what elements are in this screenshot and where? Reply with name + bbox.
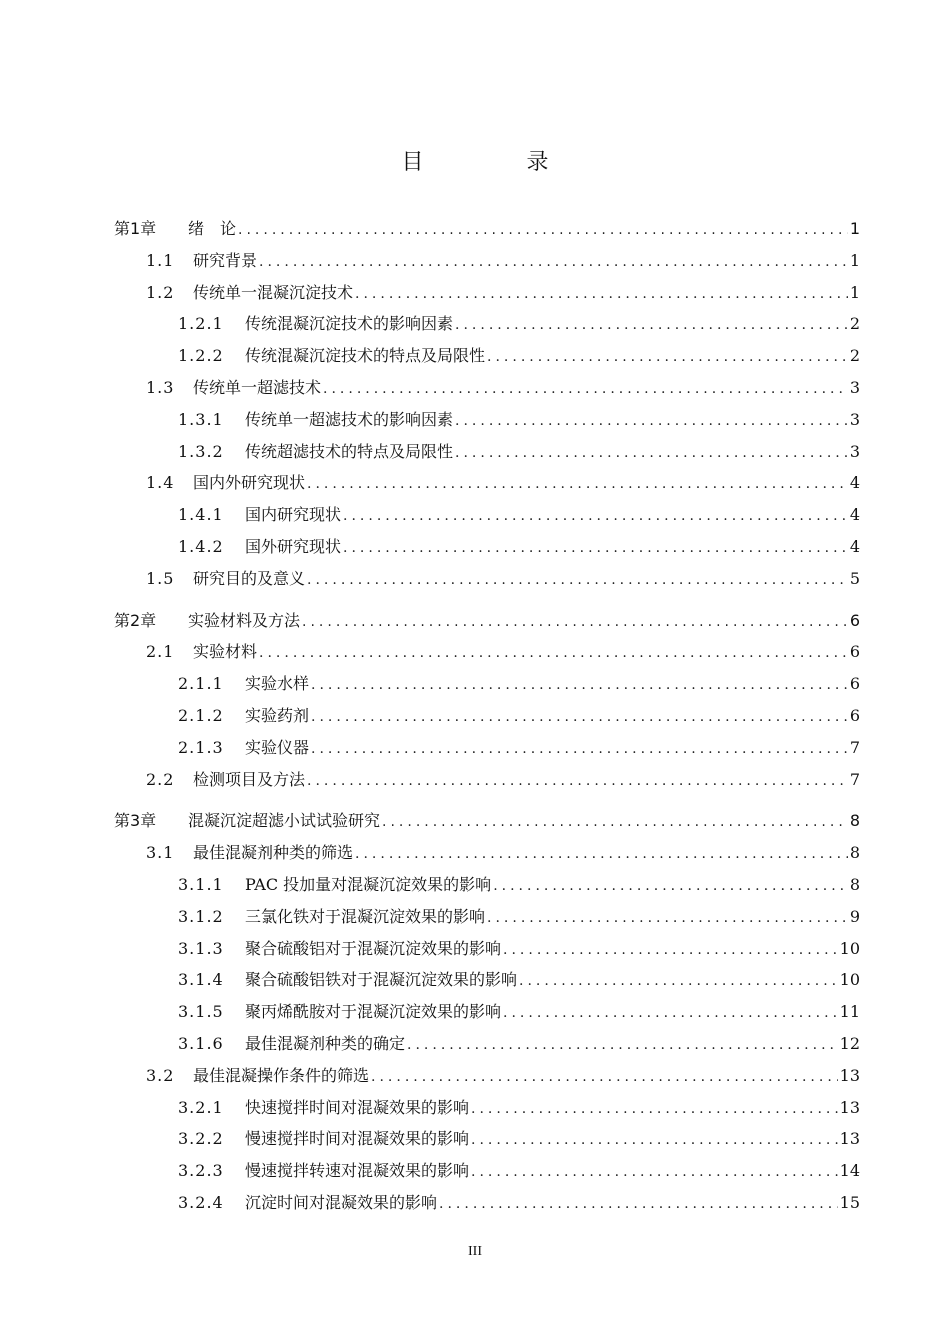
toc-entry[interactable] <box>178 905 860 929</box>
toc-entry[interactable] <box>146 1064 860 1088</box>
toc-entry-page: 3 <box>849 441 860 461</box>
toc-leader-dots <box>343 536 848 560</box>
toc-entry-number: 1.2 <box>146 282 175 302</box>
page-title: 目 录 <box>401 150 597 175</box>
toc-leader-dots <box>455 441 848 465</box>
toc-leader-dots <box>503 1001 838 1025</box>
toc-leader-dots <box>311 705 848 729</box>
toc-entry-title: 绪 论 <box>188 219 237 238</box>
toc-entry-page: 10 <box>839 938 860 958</box>
toc-entry-title: 实验水样 <box>245 674 310 694</box>
toc-leader-dots <box>307 472 848 496</box>
toc-entry-page: 1 <box>849 250 860 270</box>
toc-entry-title: 聚合硫酸铝铁对于混凝沉淀效果的影响 <box>245 970 518 990</box>
toc-entry[interactable] <box>114 809 860 833</box>
toc-leader-dots <box>307 568 848 592</box>
toc-entry-title: 最佳混凝剂种类的确定 <box>245 1034 406 1053</box>
toc-entry-title: 最佳混凝操作条件的筛选 <box>193 1065 370 1085</box>
toc-entry-number: 1.5 <box>146 568 175 588</box>
toc-entry-title: 沉淀时间对混凝效果的影响 <box>245 1193 438 1212</box>
toc-entry-number: 3.2.2 <box>178 1129 224 1149</box>
toc-entry-page: 6 <box>849 706 860 725</box>
toc-entry-page: 14 <box>839 1161 860 1181</box>
toc-entry-title: 传统混凝沉淀技术的特点及局限性 <box>245 346 486 366</box>
toc-entry-title: 实验材料及方法 <box>188 610 301 630</box>
toc-entry-number: 3.1.5 <box>178 1002 224 1022</box>
toc-entry-page: 7 <box>849 737 860 757</box>
toc-entry-page: 12 <box>839 1034 860 1053</box>
toc-entry[interactable] <box>178 408 860 432</box>
toc-entry-page: 6 <box>849 674 860 694</box>
toc-entry-number: 2.1.2 <box>178 706 224 725</box>
toc-entry[interactable] <box>146 471 860 495</box>
page-number: III <box>468 1244 482 1259</box>
toc-leader-dots <box>455 313 848 337</box>
toc-entry-title: 国内外研究现状 <box>193 473 306 493</box>
toc-entry-title: 检测项目及方法 <box>193 769 306 789</box>
toc-entry[interactable] <box>178 704 860 728</box>
toc-entry-title: 慢速搅拌转速对混凝效果的影响 <box>245 1161 470 1181</box>
toc-entry-number: 2.1 <box>146 642 175 662</box>
toc-entry-title: PAC 投加量对混凝沉淀效果的影响 <box>245 875 492 894</box>
toc-entry[interactable] <box>178 873 860 897</box>
toc-leader-dots <box>493 874 848 898</box>
toc-entry-number: 3.1.1 <box>178 875 224 894</box>
toc-entry-number: 3.1.6 <box>178 1034 224 1053</box>
toc-entry-title: 国内研究现状 <box>245 505 342 525</box>
toc-entry-page: 4 <box>849 537 860 556</box>
toc-entry-number: 2.1.3 <box>178 737 224 757</box>
toc-entry-page: 1 <box>849 219 860 238</box>
toc-entry-page: 8 <box>849 843 860 863</box>
toc-leader-dots <box>471 1128 838 1152</box>
toc-entry-number: 1.3 <box>146 378 175 397</box>
toc-leader-dots <box>407 1033 838 1057</box>
toc-entry-page: 9 <box>849 906 860 926</box>
toc-entry-number: 1.3.1 <box>178 409 224 429</box>
toc-entry-number: 1.3.2 <box>178 441 224 461</box>
toc-entry[interactable] <box>146 376 860 400</box>
toc-leader-dots <box>471 1160 838 1184</box>
toc-entry[interactable] <box>178 1096 860 1120</box>
toc-entry-page: 1 <box>849 282 860 302</box>
toc-entry[interactable] <box>114 609 860 633</box>
toc-entry-title: 聚丙烯酰胺对于混凝沉淀效果的影响 <box>245 1002 502 1022</box>
toc-entry-number: 3.2.1 <box>178 1097 224 1117</box>
toc-leader-dots <box>259 641 848 665</box>
toc-entry-title: 混凝沉淀超滤小试试验研究 <box>188 811 381 831</box>
toc-leader-dots <box>487 345 848 369</box>
toc-entry-title: 研究背景 <box>193 250 258 270</box>
toc-leader-dots <box>311 673 848 697</box>
toc-entry[interactable] <box>178 672 860 696</box>
toc-entry-number: 3.1.3 <box>178 938 224 958</box>
toc-entry-title: 研究目的及意义 <box>193 568 306 588</box>
toc-leader-dots <box>455 409 848 433</box>
toc-entry-page: 11 <box>839 1002 860 1022</box>
toc-entry-number: 1.4.1 <box>178 505 224 525</box>
toc-entry[interactable] <box>178 937 860 961</box>
toc-entry-title: 实验药剂 <box>245 706 310 725</box>
toc-leader-dots <box>238 218 848 242</box>
toc-entry-title: 慢速搅拌时间对混凝效果的影响 <box>245 1129 470 1149</box>
toc-entry-page: 3 <box>849 378 860 397</box>
toc-entry-page: 2 <box>849 346 860 366</box>
toc-entry[interactable] <box>146 640 860 664</box>
toc-entry-page: 4 <box>849 505 860 525</box>
toc-entry-number: 2.2 <box>146 769 175 789</box>
toc-entry-title: 传统单一混凝沉淀技术 <box>193 282 354 302</box>
toc-entry-title: 传统超滤技术的特点及局限性 <box>245 441 454 461</box>
toc-leader-dots <box>343 504 848 528</box>
toc-entry-number: 1.2.2 <box>178 346 224 366</box>
toc-leader-dots <box>323 377 848 401</box>
toc-entry[interactable] <box>178 535 860 559</box>
toc-entry[interactable] <box>178 1127 860 1151</box>
toc-entry-page: 5 <box>849 568 860 588</box>
toc-leader-dots <box>307 769 848 793</box>
toc-entry-number: 1.2.1 <box>178 314 224 334</box>
toc-entry[interactable] <box>146 768 860 792</box>
toc-entry-page: 6 <box>849 642 860 662</box>
toc-entry-page: 7 <box>849 769 860 789</box>
toc-leader-dots <box>302 610 848 634</box>
toc-entry[interactable] <box>178 968 860 992</box>
toc-entry-number: 第1章 <box>114 219 157 238</box>
toc-entry-page: 13 <box>839 1129 860 1149</box>
toc-entry-page: 13 <box>839 1065 860 1085</box>
toc-entry[interactable] <box>178 1000 860 1024</box>
toc-entry-number: 3.1 <box>146 843 175 863</box>
toc-entry-title: 快速搅拌时间对混凝效果的影响 <box>245 1097 470 1117</box>
toc-leader-dots <box>519 969 838 993</box>
toc-entry-number: 第2章 <box>114 610 157 630</box>
toc-leader-dots <box>355 842 848 866</box>
toc-entry[interactable] <box>178 736 860 760</box>
toc-entry-page: 8 <box>849 811 860 831</box>
toc-entry-number: 1.4 <box>146 473 175 493</box>
toc-entry-number: 1.1 <box>146 250 175 270</box>
toc-entry[interactable] <box>178 312 860 336</box>
toc-entry-number: 1.4.2 <box>178 537 224 556</box>
toc-entry-page: 15 <box>839 1193 860 1212</box>
toc-entry-title: 传统混凝沉淀技术的影响因素 <box>245 314 454 334</box>
toc-entry-page: 10 <box>839 970 860 990</box>
toc-leader-dots <box>355 282 848 306</box>
toc-entry-page: 8 <box>849 875 860 894</box>
toc-entry-number: 第3章 <box>114 811 157 831</box>
toc-leader-dots <box>439 1192 838 1216</box>
toc-leader-dots <box>259 250 848 274</box>
toc-entry[interactable] <box>178 503 860 527</box>
toc-entry-number: 3.1.4 <box>178 970 224 990</box>
toc-entry-page: 4 <box>849 473 860 493</box>
toc-entry[interactable] <box>178 440 860 464</box>
toc-entry[interactable] <box>178 1191 860 1215</box>
toc-entry-title: 最佳混凝剂种类的筛选 <box>193 843 354 863</box>
toc-entry-title: 实验材料 <box>193 642 258 662</box>
toc-entry-page: 2 <box>849 314 860 334</box>
toc-leader-dots <box>471 1097 838 1121</box>
toc-entry[interactable] <box>146 567 860 591</box>
toc-leader-dots <box>311 737 848 761</box>
toc-entry[interactable] <box>146 281 860 305</box>
toc-entry[interactable] <box>146 841 860 865</box>
toc-entry-number: 3.2.4 <box>178 1193 224 1212</box>
toc-entry-title: 国外研究现状 <box>245 537 342 556</box>
toc-entry[interactable] <box>114 217 860 241</box>
toc-entry-title: 传统单一超滤技术 <box>193 378 322 397</box>
toc-entry-page: 3 <box>849 409 860 429</box>
toc-leader-dots <box>487 906 848 930</box>
toc-entry-page: 6 <box>849 610 860 630</box>
toc-entry-page: 13 <box>839 1097 860 1117</box>
toc-entry[interactable] <box>146 249 860 273</box>
toc-leader-dots <box>503 938 838 962</box>
toc-entry-title: 聚合硫酸铝对于混凝沉淀效果的影响 <box>245 938 502 958</box>
toc-entry-number: 2.1.1 <box>178 674 224 694</box>
toc-entry[interactable] <box>178 1032 860 1056</box>
toc-entry[interactable] <box>178 1159 860 1183</box>
toc-entry-number: 3.1.2 <box>178 906 224 926</box>
toc-leader-dots <box>371 1065 838 1089</box>
toc-entry-title: 实验仪器 <box>245 737 310 757</box>
toc-leader-dots <box>382 810 848 834</box>
toc-entry-number: 3.2.3 <box>178 1161 224 1181</box>
toc-entry-title: 传统单一超滤技术的影响因素 <box>245 409 454 429</box>
toc-entry[interactable] <box>178 344 860 368</box>
toc-entry-number: 3.2 <box>146 1065 175 1085</box>
toc-entry-title: 三氯化铁对于混凝沉淀效果的影响 <box>245 906 486 926</box>
